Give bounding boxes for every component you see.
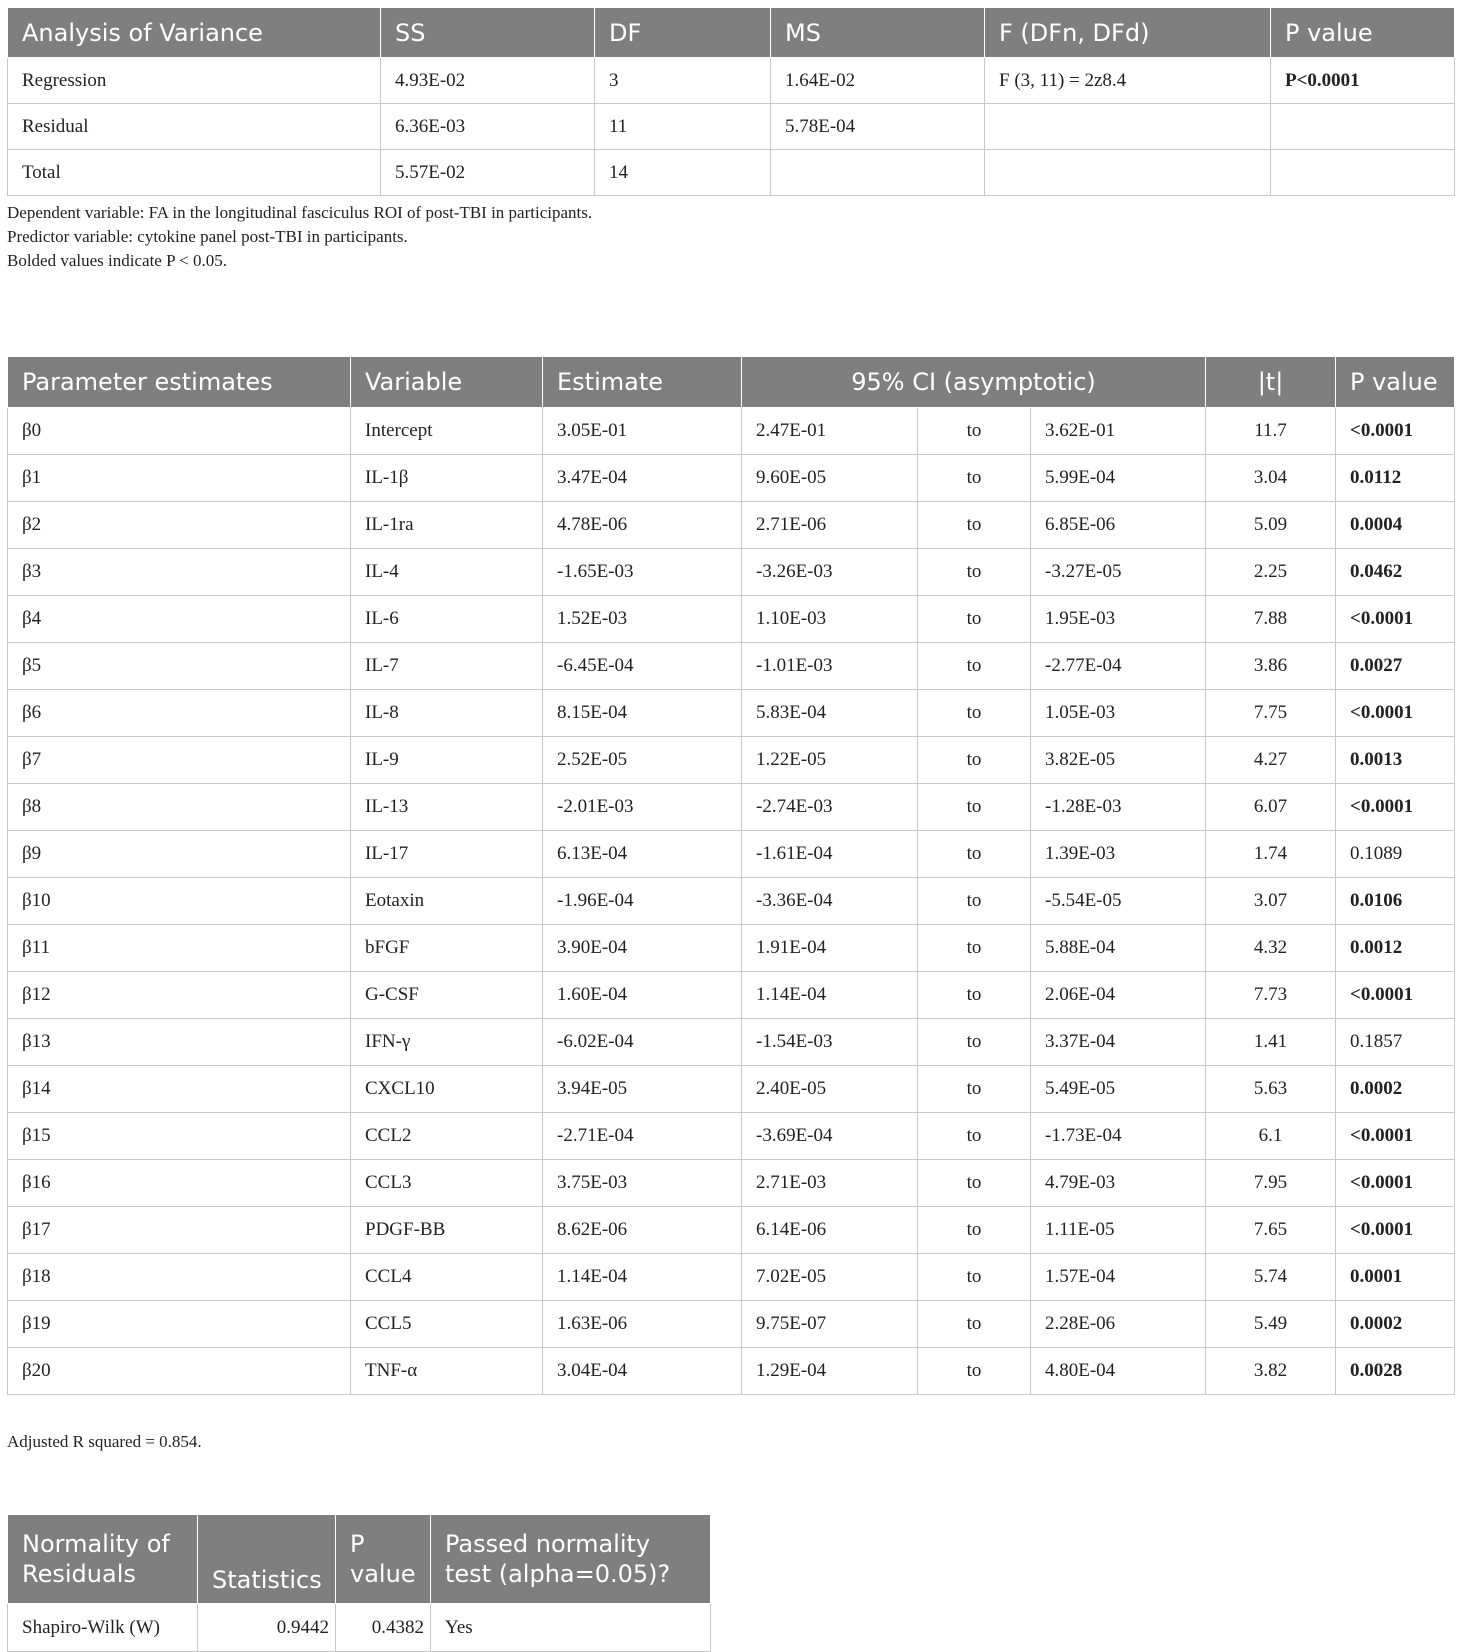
params-row: [8, 408, 1455, 455]
params-row: [8, 878, 1455, 925]
ci-separator: to: [918, 549, 1031, 596]
ci-lower: -3.69E-04: [742, 1113, 918, 1160]
anova-cell: Regression: [8, 58, 381, 104]
p-value: <0.0001: [1336, 690, 1455, 737]
anova-header-f: F (DFn, DFd): [985, 8, 1271, 58]
estimate: 1.14E-04: [543, 1254, 742, 1301]
params-row: [8, 1254, 1455, 1301]
ci-upper: 6.85E-06: [1031, 502, 1206, 549]
ci-upper: 1.95E-03: [1031, 596, 1206, 643]
t-value: 3.07: [1206, 878, 1336, 925]
ci-lower: -3.26E-03: [742, 549, 918, 596]
anova-cell: [771, 150, 985, 196]
ci-lower: 2.47E-01: [742, 408, 918, 455]
ci-upper: 1.39E-03: [1031, 831, 1206, 878]
normality-header-statistics: Statistics: [198, 1515, 336, 1604]
anova-header-ms: MS: [771, 8, 985, 58]
ci-separator: to: [918, 1113, 1031, 1160]
ci-upper: -2.77E-04: [1031, 643, 1206, 690]
ci-separator: to: [918, 690, 1031, 737]
anova-cell: [985, 150, 1271, 196]
ci-separator: to: [918, 455, 1031, 502]
t-value: 3.04: [1206, 455, 1336, 502]
ci-lower: 5.83E-04: [742, 690, 918, 737]
anova-row-total: [8, 150, 1455, 196]
param-name: β12: [8, 972, 351, 1019]
p-value: 0.1857: [1336, 1019, 1455, 1066]
params-header-ci: 95% CI (asymptotic): [742, 357, 1206, 408]
variable-name: IL-4: [351, 549, 543, 596]
param-name: β9: [8, 831, 351, 878]
p-value: 0.0013: [1336, 737, 1455, 784]
ci-lower: -3.36E-04: [742, 878, 918, 925]
variable-name: IL-9: [351, 737, 543, 784]
variable-name: IL-13: [351, 784, 543, 831]
t-value: 5.63: [1206, 1066, 1336, 1113]
p-value: 0.0106: [1336, 878, 1455, 925]
ci-upper: -1.73E-04: [1031, 1113, 1206, 1160]
anova-row-residual: [8, 104, 1455, 150]
anova-cell: [985, 104, 1271, 150]
ci-separator: to: [918, 831, 1031, 878]
anova-header-source: Analysis of Variance: [8, 8, 381, 58]
estimate: 4.78E-06: [543, 502, 742, 549]
anova-note-predictor: Predictor variable: cytokine panel post-TBI in participants.: [7, 227, 408, 246]
estimate: 8.15E-04: [543, 690, 742, 737]
normality-passed: Yes: [431, 1604, 711, 1652]
estimate: 8.62E-06: [543, 1207, 742, 1254]
p-value: 0.0027: [1336, 643, 1455, 690]
estimate: 3.75E-03: [543, 1160, 742, 1207]
ci-separator: to: [918, 1254, 1031, 1301]
params-header-estimate: Estimate: [543, 357, 742, 408]
ci-upper: 2.28E-06: [1031, 1301, 1206, 1348]
ci-lower: -1.01E-03: [742, 643, 918, 690]
t-value: 4.27: [1206, 737, 1336, 784]
normality-header-pvalue: P value: [336, 1515, 431, 1604]
ci-lower: 1.22E-05: [742, 737, 918, 784]
estimate: 3.47E-04: [543, 455, 742, 502]
anova-cell: 4.93E-02: [381, 58, 595, 104]
ci-lower: -1.61E-04: [742, 831, 918, 878]
t-value: 7.95: [1206, 1160, 1336, 1207]
t-value: 1.74: [1206, 831, 1336, 878]
param-name: β3: [8, 549, 351, 596]
p-value: 0.0002: [1336, 1066, 1455, 1113]
anova-header-row: [8, 8, 1455, 58]
t-value: 5.74: [1206, 1254, 1336, 1301]
p-value: 0.0112: [1336, 455, 1455, 502]
variable-name: Eotaxin: [351, 878, 543, 925]
anova-header-df: DF: [595, 8, 771, 58]
anova-cell-pvalue: [1271, 150, 1455, 196]
estimate: 1.63E-06: [543, 1301, 742, 1348]
variable-name: IL-8: [351, 690, 543, 737]
estimate: -2.71E-04: [543, 1113, 742, 1160]
estimate: 6.13E-04: [543, 831, 742, 878]
variable-name: CCL2: [351, 1113, 543, 1160]
estimate: 3.90E-04: [543, 925, 742, 972]
t-value: 5.49: [1206, 1301, 1336, 1348]
variable-name: IL-6: [351, 596, 543, 643]
anova-cell: Residual: [8, 104, 381, 150]
anova-table: [7, 7, 1455, 196]
ci-upper: -5.54E-05: [1031, 878, 1206, 925]
p-value: <0.0001: [1336, 596, 1455, 643]
estimate: 2.52E-05: [543, 737, 742, 784]
param-name: β18: [8, 1254, 351, 1301]
ci-separator: to: [918, 1019, 1031, 1066]
ci-upper: 5.88E-04: [1031, 925, 1206, 972]
params-header-variable: Variable: [351, 357, 543, 408]
param-name: β10: [8, 878, 351, 925]
ci-upper: 1.05E-03: [1031, 690, 1206, 737]
variable-name: IL-17: [351, 831, 543, 878]
estimate: -6.02E-04: [543, 1019, 742, 1066]
anova-header-ss: SS: [381, 8, 595, 58]
ci-separator: to: [918, 878, 1031, 925]
ci-separator: to: [918, 596, 1031, 643]
params-row: [8, 455, 1455, 502]
estimate: 1.60E-04: [543, 972, 742, 1019]
anova-note-bold: Bolded values indicate P < 0.05.: [7, 251, 228, 270]
ci-upper: 3.37E-04: [1031, 1019, 1206, 1066]
normality-header-passed: Passed normality test (alpha=0.05)?: [431, 1515, 711, 1604]
anova-cell-pvalue: [1271, 104, 1455, 150]
ci-lower: -2.74E-03: [742, 784, 918, 831]
ci-lower: 9.60E-05: [742, 455, 918, 502]
anova-cell: 3: [595, 58, 771, 104]
param-name: β16: [8, 1160, 351, 1207]
params-row: [8, 1207, 1455, 1254]
params-row: [8, 596, 1455, 643]
params-header-row: [8, 357, 1455, 408]
param-name: β15: [8, 1113, 351, 1160]
params-header-pvalue: P value: [1336, 357, 1455, 408]
param-name: β6: [8, 690, 351, 737]
variable-name: IL-7: [351, 643, 543, 690]
param-name: β2: [8, 502, 351, 549]
estimate: -2.01E-03: [543, 784, 742, 831]
anova-cell: 5.57E-02: [381, 150, 595, 196]
ci-separator: to: [918, 1348, 1031, 1395]
ci-lower: 9.75E-07: [742, 1301, 918, 1348]
t-value: 7.75: [1206, 690, 1336, 737]
param-name: β4: [8, 596, 351, 643]
p-value: <0.0001: [1336, 408, 1455, 455]
ci-lower: -1.54E-03: [742, 1019, 918, 1066]
ci-lower: 2.71E-03: [742, 1160, 918, 1207]
parameter-estimates-table: [7, 356, 1455, 1395]
p-value: <0.0001: [1336, 972, 1455, 1019]
param-name: β8: [8, 784, 351, 831]
ci-lower: 1.10E-03: [742, 596, 918, 643]
param-name: β0: [8, 408, 351, 455]
ci-lower: 1.29E-04: [742, 1348, 918, 1395]
ci-separator: to: [918, 1066, 1031, 1113]
param-name: β7: [8, 737, 351, 784]
ci-lower: 6.14E-06: [742, 1207, 918, 1254]
p-value: 0.1089: [1336, 831, 1455, 878]
p-value: <0.0001: [1336, 1113, 1455, 1160]
anova-cell: 6.36E-03: [381, 104, 595, 150]
params-row: [8, 831, 1455, 878]
normality-header-row: [8, 1515, 711, 1604]
param-name: β14: [8, 1066, 351, 1113]
variable-name: CXCL10: [351, 1066, 543, 1113]
variable-name: Intercept: [351, 408, 543, 455]
normality-statistic: 0.9442: [198, 1604, 336, 1652]
anova-cell: Total: [8, 150, 381, 196]
ci-separator: to: [918, 502, 1031, 549]
ci-upper: 1.11E-05: [1031, 1207, 1206, 1254]
param-name: β19: [8, 1301, 351, 1348]
ci-separator: to: [918, 1207, 1031, 1254]
variable-name: bFGF: [351, 925, 543, 972]
params-row: [8, 925, 1455, 972]
variable-name: TNF-α: [351, 1348, 543, 1395]
ci-upper: 2.06E-04: [1031, 972, 1206, 1019]
variable-name: G-CSF: [351, 972, 543, 1019]
p-value: 0.0012: [1336, 925, 1455, 972]
t-value: 7.65: [1206, 1207, 1336, 1254]
estimate: 3.94E-05: [543, 1066, 742, 1113]
t-value: 5.09: [1206, 502, 1336, 549]
variable-name: CCL5: [351, 1301, 543, 1348]
variable-name: IL-1β: [351, 455, 543, 502]
params-row: [8, 643, 1455, 690]
t-value: 6.07: [1206, 784, 1336, 831]
estimate: 3.05E-01: [543, 408, 742, 455]
params-body: [8, 408, 1455, 1395]
param-name: β20: [8, 1348, 351, 1395]
estimate: 3.04E-04: [543, 1348, 742, 1395]
ci-lower: 7.02E-05: [742, 1254, 918, 1301]
ci-upper: 3.82E-05: [1031, 737, 1206, 784]
params-row: [8, 549, 1455, 596]
t-value: 7.88: [1206, 596, 1336, 643]
p-value: 0.0001: [1336, 1254, 1455, 1301]
anova-cell: 5.78E-04: [771, 104, 985, 150]
normality-header-test: Normality of Residuals: [8, 1515, 198, 1604]
t-value: 6.1: [1206, 1113, 1336, 1160]
param-name: β5: [8, 643, 351, 690]
adjusted-r-squared-note: Adjusted R squared = 0.854.: [7, 1432, 202, 1451]
params-header-parameter: Parameter estimates: [8, 357, 351, 408]
param-name: β17: [8, 1207, 351, 1254]
ci-upper: 5.49E-05: [1031, 1066, 1206, 1113]
ci-separator: to: [918, 737, 1031, 784]
t-value: 2.25: [1206, 549, 1336, 596]
params-row: [8, 972, 1455, 1019]
anova-cell: 11: [595, 104, 771, 150]
ci-separator: to: [918, 1301, 1031, 1348]
ci-lower: 2.40E-05: [742, 1066, 918, 1113]
ci-separator: to: [918, 1160, 1031, 1207]
t-value: 1.41: [1206, 1019, 1336, 1066]
t-value: 4.32: [1206, 925, 1336, 972]
variable-name: PDGF-BB: [351, 1207, 543, 1254]
params-row: [8, 1066, 1455, 1113]
ci-upper: -1.28E-03: [1031, 784, 1206, 831]
t-value: 7.73: [1206, 972, 1336, 1019]
normality-table: [7, 1514, 711, 1652]
p-value: <0.0001: [1336, 1207, 1455, 1254]
params-row: [8, 502, 1455, 549]
ci-upper: 4.80E-04: [1031, 1348, 1206, 1395]
ci-lower: 1.14E-04: [742, 972, 918, 1019]
anova-row-regression: [8, 58, 1455, 104]
params-row: [8, 1019, 1455, 1066]
ci-upper: 4.79E-03: [1031, 1160, 1206, 1207]
ci-separator: to: [918, 408, 1031, 455]
estimate: 1.52E-03: [543, 596, 742, 643]
anova-cell: F (3, 11) = 2z8.4: [985, 58, 1271, 104]
anova-header-pvalue: P value: [1271, 8, 1455, 58]
params-row: [8, 1301, 1455, 1348]
ci-upper: 1.57E-04: [1031, 1254, 1206, 1301]
ci-upper: 5.99E-04: [1031, 455, 1206, 502]
params-row: [8, 784, 1455, 831]
params-row: [8, 1113, 1455, 1160]
variable-name: IL-1ra: [351, 502, 543, 549]
estimate: -1.96E-04: [543, 878, 742, 925]
param-name: β11: [8, 925, 351, 972]
param-name: β1: [8, 455, 351, 502]
ci-lower: 1.91E-04: [742, 925, 918, 972]
p-value: <0.0001: [1336, 784, 1455, 831]
ci-separator: to: [918, 972, 1031, 1019]
p-value: 0.0028: [1336, 1348, 1455, 1395]
t-value: 3.82: [1206, 1348, 1336, 1395]
params-row: [8, 737, 1455, 784]
ci-separator: to: [918, 643, 1031, 690]
p-value: 0.0002: [1336, 1301, 1455, 1348]
ci-upper: 3.62E-01: [1031, 408, 1206, 455]
p-value: 0.0462: [1336, 549, 1455, 596]
normality-pvalue: 0.4382: [336, 1604, 431, 1652]
ci-separator: to: [918, 925, 1031, 972]
normality-test-name: Shapiro-Wilk (W): [8, 1604, 198, 1652]
estimate: -1.65E-03: [543, 549, 742, 596]
t-value: 3.86: [1206, 643, 1336, 690]
params-row: [8, 1348, 1455, 1395]
params-row: [8, 690, 1455, 737]
anova-note-dependent: Dependent variable: FA in the longitudinal fasciculus ROI of post-TBI in participants.: [7, 203, 593, 222]
normality-row: [8, 1604, 711, 1652]
estimate: -6.45E-04: [543, 643, 742, 690]
anova-cell: 14: [595, 150, 771, 196]
variable-name: IFN-γ: [351, 1019, 543, 1066]
param-name: β13: [8, 1019, 351, 1066]
variable-name: CCL4: [351, 1254, 543, 1301]
ci-lower: 2.71E-06: [742, 502, 918, 549]
variable-name: CCL3: [351, 1160, 543, 1207]
params-row: [8, 1160, 1455, 1207]
p-value: <0.0001: [1336, 1160, 1455, 1207]
t-value: 11.7: [1206, 408, 1336, 455]
anova-cell: 1.64E-02: [771, 58, 985, 104]
ci-upper: -3.27E-05: [1031, 549, 1206, 596]
params-header-t: |t|: [1206, 357, 1336, 408]
ci-separator: to: [918, 784, 1031, 831]
p-value: 0.0004: [1336, 502, 1455, 549]
anova-cell-pvalue: P<0.0001: [1271, 58, 1455, 104]
